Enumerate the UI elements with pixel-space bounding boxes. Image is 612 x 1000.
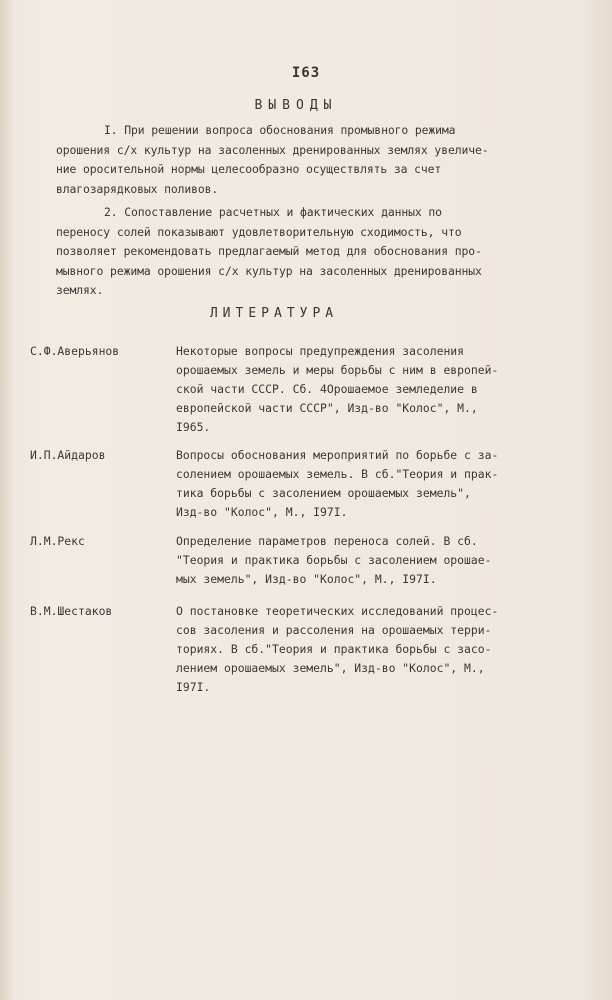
text-line: Некоторые вопросы предупреждения засоления	[176, 344, 465, 358]
reference-text	[176, 602, 556, 697]
reference-author: С.Ф.Аверьянов	[30, 344, 120, 358]
text-line: I97I.	[176, 680, 211, 694]
text-line: ториях. В сб."Теория и практика борьбы с засо-	[176, 642, 492, 656]
conclusions-heading: ВЫВОДЫ	[254, 98, 338, 113]
literature-heading: ЛИТЕРАТУРА	[209, 306, 339, 321]
text-line: солением орошаемых земель. В сб."Теория и прак-	[176, 467, 499, 481]
text-line: европейской части СССР", Изд-во "Колос", М.,	[176, 401, 478, 415]
reference-text	[176, 342, 556, 437]
page-number: I63	[291, 65, 321, 81]
text-line: землях.	[56, 283, 104, 297]
text-line: Изд-во "Колос", М., I97I.	[176, 505, 348, 519]
reference-author: В.М.Шестаков	[30, 604, 113, 618]
text-line: мых земель", Изд-во "Колос", М., I97I.	[176, 572, 437, 586]
text-line: "Теория и практика борьбы с засолением орошае-	[176, 553, 492, 567]
reference-author: Л.М.Рекс	[30, 534, 85, 548]
text-line: орошаемых земель и меры борьбы с ним в европей-	[176, 363, 499, 377]
text-line: влагозарядковых поливов.	[56, 181, 219, 196]
text-line: Вопросы обоснования мероприятий по борьбе с за-	[176, 448, 499, 462]
reference-text	[176, 532, 556, 589]
conclusion-paragraph-2	[56, 203, 536, 301]
text-line: I. При решении вопроса обоснования промывного режима	[104, 123, 456, 137]
text-line: Определение параметров переноса солей. В сб.	[176, 534, 478, 548]
text-line: тика борьбы с засолением орошаемых земель",	[176, 486, 471, 500]
text-line: мывного режима орошения с/х культур на засоленных дренированных	[56, 263, 482, 278]
text-line: 2. Сопоставление расчетных и фактических данных по	[104, 205, 442, 219]
reference-text	[176, 446, 556, 522]
text-line: I965.	[176, 420, 211, 434]
text-line: ние оросительной нормы целесообразно осуществлять за счет	[56, 162, 442, 176]
text-line: орошения с/х культур на засоленных дренированных землях увеличе-	[56, 142, 489, 157]
text-line: лением орошаемых земель", Изд-во "Колос", М.,	[176, 661, 485, 675]
text-line: сов засоления и рассоления на орошаемых терри-	[176, 623, 492, 637]
reference-author: И.П.Айдаров	[30, 448, 106, 462]
text-line: О постановке теоретических исследований процес-	[176, 604, 499, 618]
text-line: ской части СССР. Сб. 4Орошаемое земледелие в	[176, 382, 478, 396]
text-line: переносу солей показывают удовлетворительную сходимость, что	[56, 224, 462, 239]
text-line: позволяет рекомендовать предлагаемый метод для обоснования про-	[56, 244, 482, 258]
conclusion-paragraph-1	[56, 121, 536, 199]
